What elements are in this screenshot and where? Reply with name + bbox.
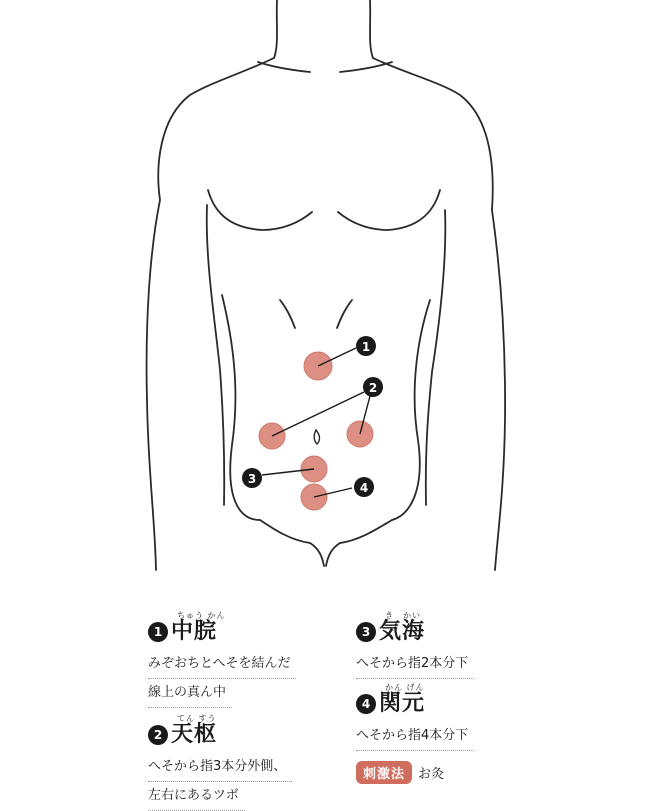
ribcage-left xyxy=(280,300,295,328)
marker-1 xyxy=(356,336,376,356)
left-arm-inner xyxy=(207,205,225,505)
left-clavicle xyxy=(258,62,310,72)
point-4-ruby: かん げん xyxy=(385,683,425,692)
point-1-name: 中脘 xyxy=(171,619,218,644)
point-3-name: 気海 xyxy=(379,619,426,644)
right-hip xyxy=(340,520,392,543)
point-2-desc-line: へそから指3本分外側、 xyxy=(148,753,292,782)
stimulation-method xyxy=(356,761,474,784)
point-2-name: 天枢 xyxy=(171,722,218,747)
point-2-number: 2 xyxy=(148,725,168,745)
navel xyxy=(314,430,319,444)
svg-text:2: 2 xyxy=(368,381,378,395)
left-breast xyxy=(208,190,312,230)
svg-text:4: 4 xyxy=(359,481,369,495)
point-1-number: 1 xyxy=(148,622,168,642)
crotch xyxy=(310,543,324,566)
right-arm-outer xyxy=(492,210,505,570)
point-4-number: 4 xyxy=(356,694,376,714)
stimulation-value: お灸 xyxy=(418,767,445,782)
point-1-desc-line: みぞおちとへそを結んだ xyxy=(148,650,296,679)
point-1-entry xyxy=(148,611,296,708)
point-2-entry xyxy=(148,714,296,811)
right-breast xyxy=(338,190,440,230)
point-3-description xyxy=(356,650,474,679)
point-4-name: 関元 xyxy=(379,691,426,716)
crotch-r xyxy=(326,543,340,566)
marker-4 xyxy=(354,477,374,497)
left-shoulder-outline xyxy=(158,58,274,200)
left-hip xyxy=(260,520,310,543)
point-3-number: 3 xyxy=(356,622,376,642)
point-4-desc-line: へそから指4本分下 xyxy=(356,722,474,751)
right-arm-inner xyxy=(426,210,446,505)
point-2-desc-line: 左右にあるツボ xyxy=(148,782,245,811)
point-1-desc-line: 線上の真ん中 xyxy=(148,679,232,708)
stimulation-badge: 刺激法 xyxy=(356,761,412,784)
legend-left xyxy=(148,611,296,811)
point-1-description xyxy=(148,650,296,708)
right-clavicle xyxy=(340,62,392,72)
svg-text:1: 1 xyxy=(361,340,371,354)
point-4-description xyxy=(356,722,474,751)
point-3-desc-line: へそから指2本分下 xyxy=(356,650,474,679)
svg-text:3: 3 xyxy=(247,472,257,486)
marker-2 xyxy=(363,377,383,397)
right-shoulder-outline xyxy=(373,58,493,210)
point-1-ruby: ちゅう かん xyxy=(177,611,226,620)
point-3-entry xyxy=(356,611,474,679)
left-arm-outer xyxy=(147,200,160,570)
ribcage-right xyxy=(337,300,352,328)
neck-left-outline xyxy=(274,0,277,58)
point-3-ruby: き かい xyxy=(385,611,421,620)
neck-right-outline xyxy=(370,0,373,58)
point-2-ruby: てん すう xyxy=(177,714,217,723)
marker-3 xyxy=(242,468,262,488)
legend-right xyxy=(356,611,474,784)
point-2-description xyxy=(148,753,296,811)
right-waist xyxy=(392,300,430,520)
point-4-entry xyxy=(356,683,474,751)
